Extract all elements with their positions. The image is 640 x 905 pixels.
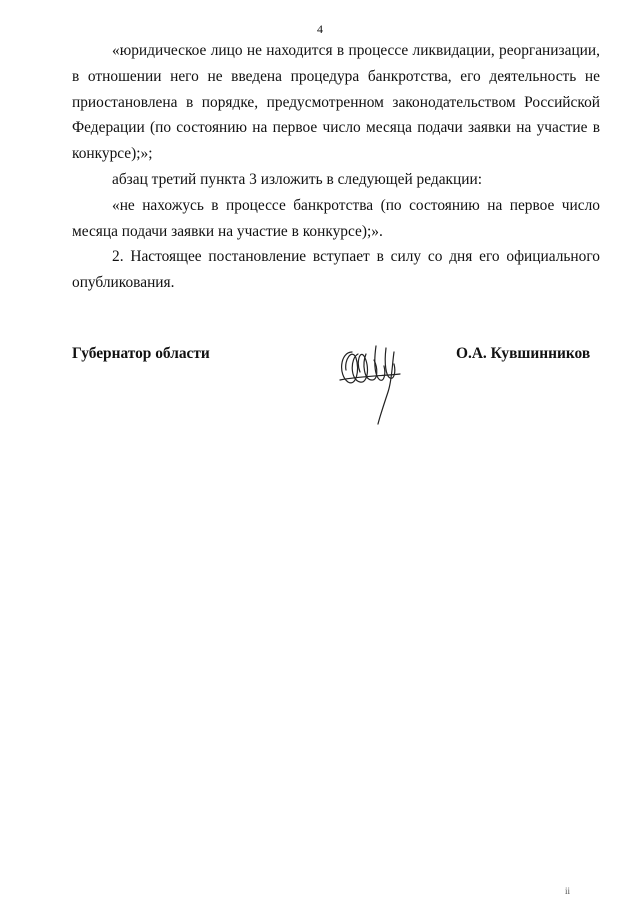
- signatory-name: О.А. Кувшинников: [456, 345, 591, 362]
- paragraph-amendment-instruction: абзац третий пункта 3 изложить в следующей редакции:: [112, 170, 482, 188]
- paragraph-effective-date: 2. Настоящее постановление вступает в силу со дня его официального опубликования.: [72, 248, 600, 292]
- page-number: 4: [317, 22, 323, 36]
- document-body: [72, 38, 600, 296]
- handwritten-signature: [330, 330, 420, 430]
- paragraph-bankruptcy-condition: «не нахожусь в процессе банкротства (по состоянию на первое число месяца подачи заявки на участие в конкурсе);».: [72, 196, 600, 240]
- signatory-title: Губернатор области: [72, 345, 210, 362]
- paragraph-legal-entity-condition: «юридическое лицо не находится в процессе ликвидации, реорганизации, в отношении него не введена процедура банкротства, его деятельность не приостановлена в порядке, предусмотренном законодательством Российской Федерации (по состоянию на первое число месяца подачи заявки на участие в конкурсе);»;: [72, 42, 600, 163]
- corner-mark: ii: [565, 886, 571, 896]
